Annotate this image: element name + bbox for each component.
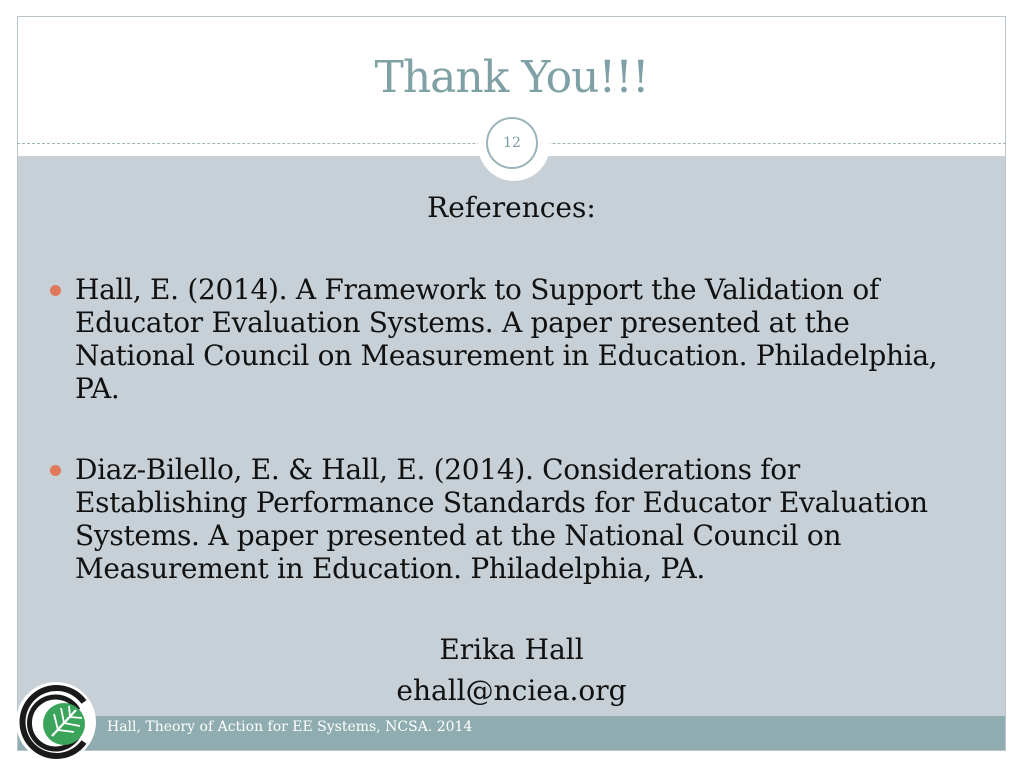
slide-title: Thank You!!! — [374, 52, 649, 103]
references-heading: References: — [427, 191, 596, 224]
reference-text: Hall, E. (2014). A Framework to Support the Validation of Educator Evaluation Systems. A paper presented at the National Council on Measurement in Education. Philadelphia, PA. — [75, 273, 938, 405]
bullet-dot-icon — [50, 465, 61, 476]
reference-item — [75, 453, 965, 585]
slide-number-badge — [478, 109, 550, 181]
nciea-logo-icon — [14, 680, 98, 764]
author-name: Erika Hall — [439, 633, 584, 666]
footer-text: Hall, Theory of Action for EE Systems, NCSA. 2014 — [107, 719, 473, 735]
slide-number: 12 — [486, 117, 538, 169]
reference-text: Diaz-Bilello, E. & Hall, E. (2014). Considerations for Establishing Performance Standards for Educator Evaluation Systems. A paper presented at the National Council on Measurement in Education. Philadelphia, PA. — [75, 453, 928, 585]
bullet-dot-icon — [50, 285, 61, 296]
reference-item — [75, 273, 965, 405]
author-email: ehall@nciea.org — [396, 674, 627, 707]
